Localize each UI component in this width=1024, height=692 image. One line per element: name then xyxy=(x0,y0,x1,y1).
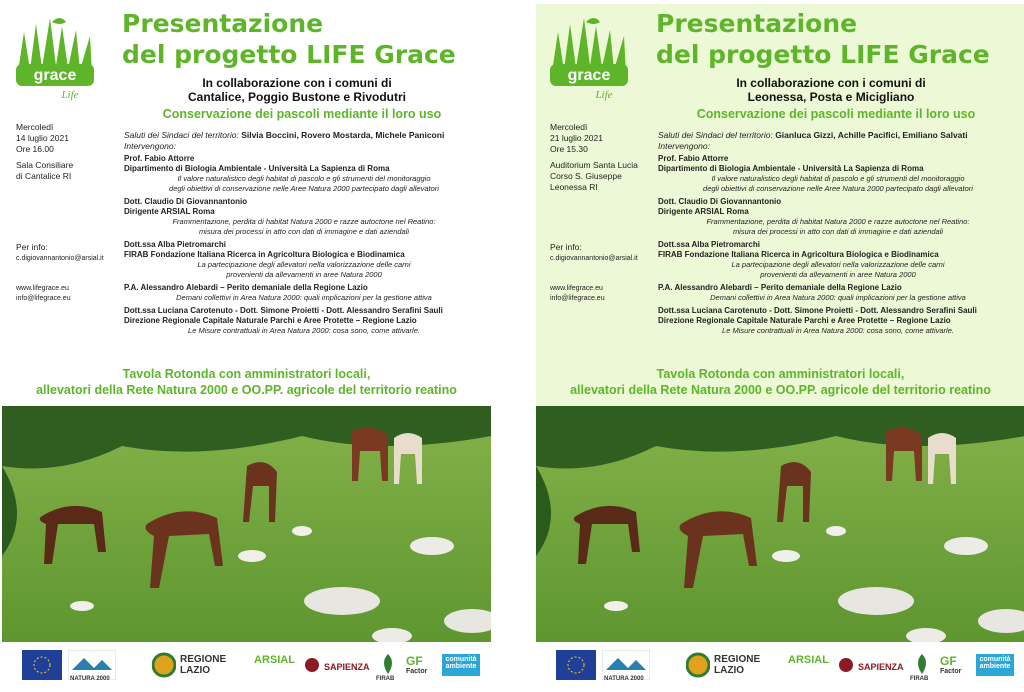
comunita-ambiente-logo: comunità ambiente xyxy=(976,654,1014,676)
round-table: Tavola Rotonda con amministratori locali, allevatori della Rete Natura 2000 e OO.PP. agricole del territorio reatino xyxy=(570,367,991,397)
collaboration-text: In collaborazione con i comuni di Cantalice, Poggio Bustone e Rivodutri xyxy=(187,76,407,104)
poster-title: Presentazione del progetto LIFE Grace xyxy=(122,9,456,69)
subtitle: Conservazione dei pascoli mediante il loro uso xyxy=(696,107,976,121)
program: Saluti dei Sindaci del territorio: Silvia Boccini, Rovero Mostarda, Michele Paniconi Intervengono: Prof. Fabio Attorre Dipartimento di Biologia Ambientale - Università La Sapienza di Roma Il valore naturalistico degli habitat di pascolo e gli strumenti del monitoraggio degli obiettivi di conservazione nelle Aree Natura 2000 partecipato dagli allevatori Dott. Claudio Di Giovannantonio Dirigente ARSIAL Roma Frammentazione, perdita di habitat Natura 2000 e razze autoctone nel Reatino: misura dei processi in atto con dati di immagine e dati aziendali Dott.ssa Alba Pietromarchi FIRAB Fondazione Italiana Ricerca in Agricoltura Biologica e Biodinamica La partecipazione degli allevatori nella valorizzazione delle carni provenienti da allevamenti in aree Natura 2000 P.A. Alessandro Alebardi – Perito demaniale della Regione Lazio Demani collettivi in Area Natura 2000: quali implicazioni per la gestione attiva Dott.ssa Luciana Carotenuto - Dott. Simone Proietti - Dott. Alessandro Serafini Sauli Direzione Regionale Capitale Naturale Parchi e Aree Protette – Regione Lazio Le Misure contrattuali in Area Natura 2000: cosa sono, come attivarle. xyxy=(124,130,484,336)
speaker-attorre: Prof. Fabio Attorre Dipartimento di Biologia Ambientale - Università La Sapienza di Roma Il valore naturalistico degli habitat di pascolo e gli strumenti del monitoraggio degli obiettivi di conservazione nelle Aree Natura 2000 partecipato dagli allevatori xyxy=(658,154,973,193)
poster-leonessa xyxy=(536,4,1024,688)
svg-text:grace: grace xyxy=(567,67,611,84)
sapienza-seal-icon xyxy=(304,650,320,680)
grace-life-logo xyxy=(544,12,634,102)
speaker-pietromarchi: Dott.ssa Alba Pietromarchi FIRAB Fondazione Italiana Ricerca in Agricoltura Biologica e Biodinamica La partecipazione degli allevatori nella valorizzazione delle carni provenienti da allevamenti in aree Natura 2000 xyxy=(658,240,945,279)
event-venue: Auditorium Santa Lucia Corso S. Giuseppe Leonessa RI xyxy=(550,160,638,192)
eu-life-flag-icon xyxy=(556,650,596,680)
mayors-greetings: Saluti dei Sindaci del territorio: Silvia Boccini, Rovero Mostarda, Michele Paniconi xyxy=(124,130,445,140)
contact-info: Per info: c.digiovannantonio@arsial.it xyxy=(16,242,104,262)
speaker-alebardi: P.A. Alessandro Alebardi – Perito demaniale della Regione Lazio Demani collettivi in Area Natura 2000: quali implicazioni per la gestione attiva xyxy=(658,283,966,302)
speaker-carotenuto: Dott.ssa Luciana Carotenuto - Dott. Simone Proietti - Dott. Alessandro Serafini Sauli Direzione Regionale Capitale Naturale Parchi e Aree Protette – Regione Lazio Le Misure contrattuali in Area Natura 2000: cosa sono, come attivarle. xyxy=(124,306,443,335)
collaboration-text: In collaborazione con i comuni di Leonessa, Posta e Micigliano xyxy=(736,76,926,104)
event-venue: Sala Consiliare di Cantalice RI xyxy=(16,160,74,181)
program: Saluti dei Sindaci del territorio: Gianluca Gizzi, Achille Pacifici, Emiliano Salvati Intervengono: Prof. Fabio Attorre Dipartimento di Biologia Ambientale - Università La Sapienza di Roma Il valore naturalistico degli habitat di pascolo e gli strumenti del monitoraggio degli obiettivi di conservazione nelle Aree Natura 2000 partecipato dagli allevatori Dott. Claudio Di Giovannantonio Dirigente ARSIAL Roma Frammentazione, perdita di habitat Natura 2000 e razze autoctone nel Reatino: misura dei processi in atto con dati di immagine e dati aziendali Dott.ssa Alba Pietromarchi FIRAB Fondazione Italiana Ricerca in Agricoltura Biologica e Biodinamica La partecipazione degli allevatori nella valorizzazione delle carni provenienti da allevamenti in aree Natura 2000 P.A. Alessandro Alebardi – Perito demaniale della Regione Lazio Demani collettivi in Area Natura 2000: quali implicazioni per la gestione attiva Dott.ssa Luciana Carotenuto - Dott. Simone Proietti - Dott. Alessandro Serafini Sauli Direzione Regionale Capitale Naturale Parchi e Aree Protette – Regione Lazio Le Misure contrattuali in Area Natura 2000: cosa sono, come attivarle. xyxy=(658,130,1018,336)
eu-life-flag-icon xyxy=(22,650,62,680)
website-links: www.lifegrace.eu info@lifegrace.eu xyxy=(16,285,71,302)
speaker-pietromarchi: Dott.ssa Alba Pietromarchi FIRAB Fondazione Italiana Ricerca in Agricoltura Biologica e Biodinamica La partecipazione degli allevatori nella valorizzazione delle carni provenienti da allevamenti in aree Natura 2000 xyxy=(124,240,411,279)
sapienza-seal-icon xyxy=(838,650,854,680)
partner-logos: NATURA 2000 REGIONE LAZIO ARSIAL SAPIENZA FIRAB GF Factor comunità ambiente xyxy=(2,642,491,688)
speaker-carotenuto: Dott.ssa Luciana Carotenuto - Dott. Simone Proietti - Dott. Alessandro Serafini Sauli Direzione Regionale Capitale Naturale Parchi e Aree Protette – Regione Lazio Le Misure contrattuali in Area Natura 2000: cosa sono, come attivarle. xyxy=(658,306,977,335)
svg-text:grace: grace xyxy=(33,67,77,84)
speaker-digiovannantonio: Dott. Claudio Di Giovannantonio Dirigente ARSIAL Roma Frammentazione, perdita di habitat Natura 2000 e razze autoctone nel Reatino: misura dei processi in atto con dati di immagine e dati aziendali xyxy=(658,197,970,236)
speaker-digiovannantonio: Dott. Claudio Di Giovannantonio Dirigente ARSIAL Roma Frammentazione, perdita di habitat Natura 2000 e razze autoctone nel Reatino: misura dei processi in atto con dati di immagine e dati aziendali xyxy=(124,197,436,236)
speaker-attorre: Prof. Fabio Attorre Dipartimento di Biologia Ambientale - Università La Sapienza di Roma Il valore naturalistico degli habitat di pascolo e gli strumenti del monitoraggio degli obiettivi di conservazione nelle Aree Natura 2000 partecipato dagli allevatori xyxy=(124,154,439,193)
speaker-alebardi: P.A. Alessandro Alebardi – Perito demaniale della Regione Lazio Demani collettivi in Area Natura 2000: quali implicazioni per la gestione attiva xyxy=(124,283,432,302)
regione-lazio-emblem-icon xyxy=(686,650,710,680)
mayors-greetings: Saluti dei Sindaci del territorio: Gianluca Gizzi, Achille Pacifici, Emiliano Salvati xyxy=(658,130,968,140)
round-table: Tavola Rotonda con amministratori locali, allevatori della Rete Natura 2000 e OO.PP. agricole del territorio reatino xyxy=(36,367,457,397)
website-links: www.lifegrace.eu info@lifegrace.eu xyxy=(550,285,605,302)
poster-cantalice xyxy=(2,4,491,688)
subtitle: Conservazione dei pascoli mediante il loro uso xyxy=(162,107,442,121)
event-date: Mercoledì 14 luglio 2021 Ore 16.00 xyxy=(16,122,69,154)
grace-life-logo xyxy=(10,12,100,102)
svg-text:Life: Life xyxy=(61,89,79,101)
event-date: Mercoledì 21 luglio 2021 Ore 15.30 xyxy=(550,122,603,154)
horses-pasture-photo xyxy=(536,406,1024,642)
svg-text:Life: Life xyxy=(595,89,613,101)
partner-logos: NATURA 2000 REGIONE LAZIO ARSIAL SAPIENZA FIRAB GF Factor comunità ambiente xyxy=(536,642,1024,688)
horses-pasture-photo xyxy=(2,406,491,642)
contact-info: Per info: c.digiovannantonio@arsial.it xyxy=(550,242,638,262)
regione-lazio-emblem-icon xyxy=(152,650,176,680)
poster-title: Presentazione del progetto LIFE Grace xyxy=(656,9,990,69)
comunita-ambiente-logo: comunità ambiente xyxy=(442,654,480,676)
